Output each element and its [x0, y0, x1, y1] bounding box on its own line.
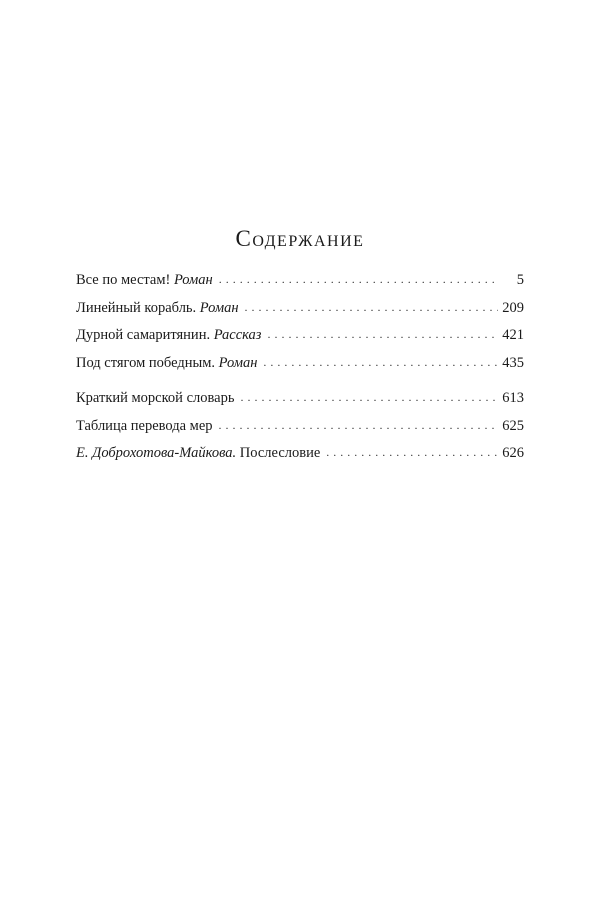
leader-dots	[326, 442, 498, 462]
toc-entry[interactable]	[76, 325, 524, 353]
toc-appendix-entry[interactable]	[76, 388, 524, 416]
toc-entry-title: Линейный корабль. Роман	[76, 299, 239, 316]
toc-entry-title: Краткий морской словарь	[76, 390, 235, 406]
toc-entry-page: 5	[516, 272, 524, 288]
toc-entry-page: 626	[502, 445, 524, 461]
toc-appendix-entry[interactable]	[76, 443, 524, 471]
table-of-contents	[76, 270, 524, 471]
toc-entry[interactable]	[76, 270, 524, 298]
toc-appendix-entry[interactable]	[76, 416, 524, 444]
toc-entry-genre: Рассказ	[213, 327, 262, 343]
leader-dots	[219, 415, 498, 435]
toc-entry-genre: Роман	[173, 272, 213, 288]
toc-entry-page: 613	[502, 390, 524, 406]
page-title: Содержание	[235, 226, 365, 251]
toc-entry-page: 209	[502, 299, 524, 316]
toc-entry-page: 421	[502, 327, 524, 343]
toc-entry[interactable]	[76, 298, 524, 326]
toc-entry[interactable]	[76, 353, 524, 381]
toc-entry-author: Е. Доброхотова-Майкова.	[76, 445, 237, 461]
toc-entry-genre: Роман	[199, 299, 239, 316]
leader-dots	[219, 269, 498, 289]
leader-dots	[263, 352, 498, 372]
toc-entry-genre: Роман	[218, 354, 258, 371]
leader-dots	[240, 387, 498, 407]
toc-entry-title: Таблица перевода мер	[76, 417, 213, 434]
toc-entry-title: Е. Доброхотова-Майкова. Послесловие	[76, 445, 321, 461]
toc-entry-title: Под стягом победным. Роман	[76, 354, 258, 371]
toc-entry-title: Дурной самаритянин. Рассказ	[76, 327, 262, 343]
leader-dots	[267, 324, 498, 344]
toc-entry-title: Все по местам! Роман	[76, 272, 213, 288]
toc-entry-page: 435	[502, 354, 524, 371]
leader-dots	[245, 297, 498, 317]
toc-entry-page: 625	[502, 417, 524, 434]
